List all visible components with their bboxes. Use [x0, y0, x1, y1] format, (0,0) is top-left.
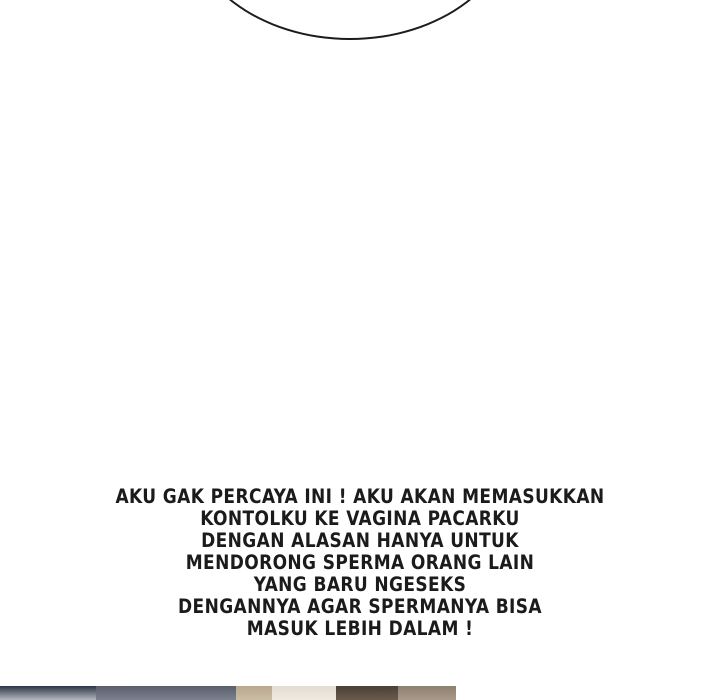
strip-segment-brown	[336, 674, 398, 700]
caption-line: AKU GAK PERCAYA INI ! AKU AKAN MEMASUKKAN	[115, 485, 605, 508]
caption-line: DENGAN ALASAN HANYA UNTUK	[201, 529, 519, 552]
strip-segment-beige	[398, 674, 456, 700]
caption-line: KONTOLKU KE VAGINA PACARKU	[200, 507, 520, 530]
caption-line: DENGANNYA AGAR SPERMANYA BISA	[178, 595, 542, 618]
caption-line: MENDORONG SPERMA ORANG LAIN	[185, 551, 535, 574]
caption-text-block	[11, 486, 709, 640]
strip-segment-cream	[272, 674, 336, 700]
next-panel-preview	[0, 674, 720, 700]
caption-line: YANG BARU NGESEKS	[253, 573, 467, 596]
panel-blank-area	[0, 42, 720, 472]
strip-segment-tan	[236, 674, 272, 700]
strip-segment-grey	[96, 674, 236, 700]
strip-segment-dark-blue	[0, 674, 96, 700]
speech-bubble-outline	[185, 0, 515, 40]
caption-line: MASUK LEBIH DALAM !	[246, 617, 474, 640]
strip-segment-white	[456, 674, 720, 700]
